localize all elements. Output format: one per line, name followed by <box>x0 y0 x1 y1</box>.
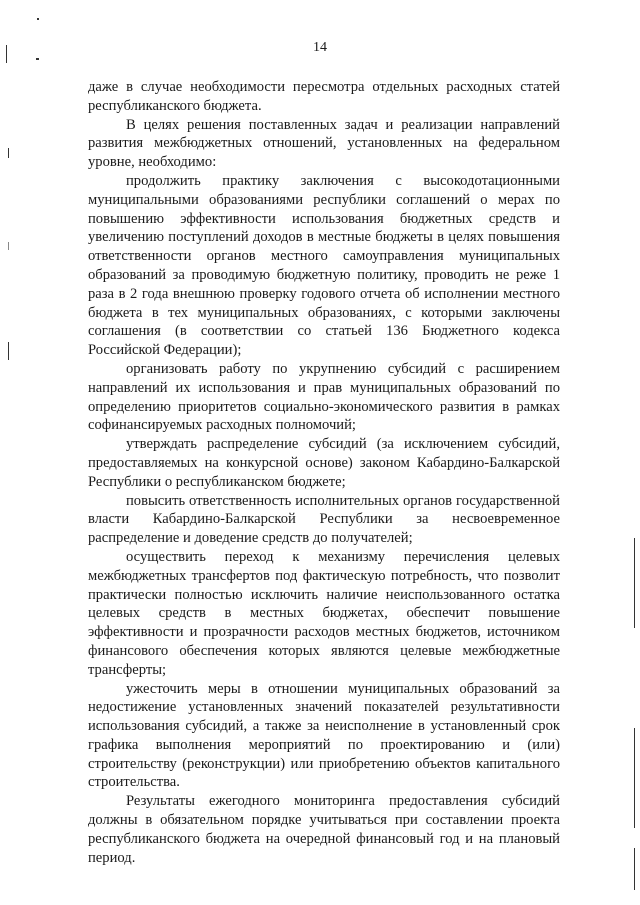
paragraph: осуществить переход к механизму перечисления целевых межбюджетных трансфертов под фактическую потребность, что позволит практически полностью исключить наличие неиспользованного остатка целевых средств в местных бюджетах, обеспечит повышение эффективности и прозрачности расходов местных бюджетов, источником финансового обеспечения которых являются целевые межбюджетные трансферты; <box>88 548 560 678</box>
paragraph: утверждать распределение субсидий (за исключением субсидий, предоставляемых на конкурсной основе) законом Кабардино-Балкарской Республики о республиканском бюджете; <box>88 436 560 490</box>
scan-mark <box>634 538 635 628</box>
document-body <box>88 78 560 867</box>
paragraph: даже в случае необходимости пересмотра отдельных расходных статей республиканского бюджета. <box>88 79 560 114</box>
scan-mark <box>634 728 635 828</box>
page-number: 14 <box>313 40 327 55</box>
scan-mark <box>8 148 9 158</box>
scan-mark <box>8 342 9 360</box>
scan-mark <box>634 848 635 890</box>
paragraph: организовать работу по укрупнению субсидий с расширением направлений их использования и прав муниципальных образований по определению приоритетов социально-экономического развития в рамках софинансируемых расходных полномочий; <box>88 360 560 434</box>
scan-mark <box>37 18 39 20</box>
scan-mark <box>8 242 9 250</box>
paragraph: Результаты ежегодного мониторинга предоставления субсидий должны в обязательном порядке учитываться при составлении проекта республиканского бюджета на очередной финансовый год и на плановый период. <box>88 793 560 866</box>
paragraph: продолжить практику заключения с высокодотационными муниципальными образованиями республики соглашений о мерах по повышению эффективности использования бюджетных средств и увеличению поступлений доходов в местные бюджеты в целях повышения ответственности органов местного самоуправления муниципальных образований за проводимую бюджетную политику, проводить не реже 1 раза в 2 года внешнюю проверку годового отчета об исполнении местного бюджета в тех муниципальных образованиях, с которыми заключены соглашения (в соответствии со статьей 136 Бюджетного кодекса Российской Федерации); <box>88 172 560 359</box>
paragraph: повысить ответственность исполнительных органов государственной власти Кабардино-Балкарской Республики за несвоевременное распределение и доведение средств до получателей; <box>88 492 560 547</box>
paragraph: ужесточить меры в отношении муниципальных образований за недостижение установленных значений показателей результативности использования субсидий, а также за неисполнение в установленный срок графика выполнения мероприятий по проектированию и (или) строительству (реконструкции) или приобретению объектов капитального строительства. <box>88 680 560 791</box>
paragraph: В целях решения поставленных задач и реализации направлений развития межбюджетных отношений, установленных на федеральном уровне, необходимо: <box>88 116 560 171</box>
scan-mark <box>36 58 39 60</box>
scan-mark <box>6 45 7 63</box>
